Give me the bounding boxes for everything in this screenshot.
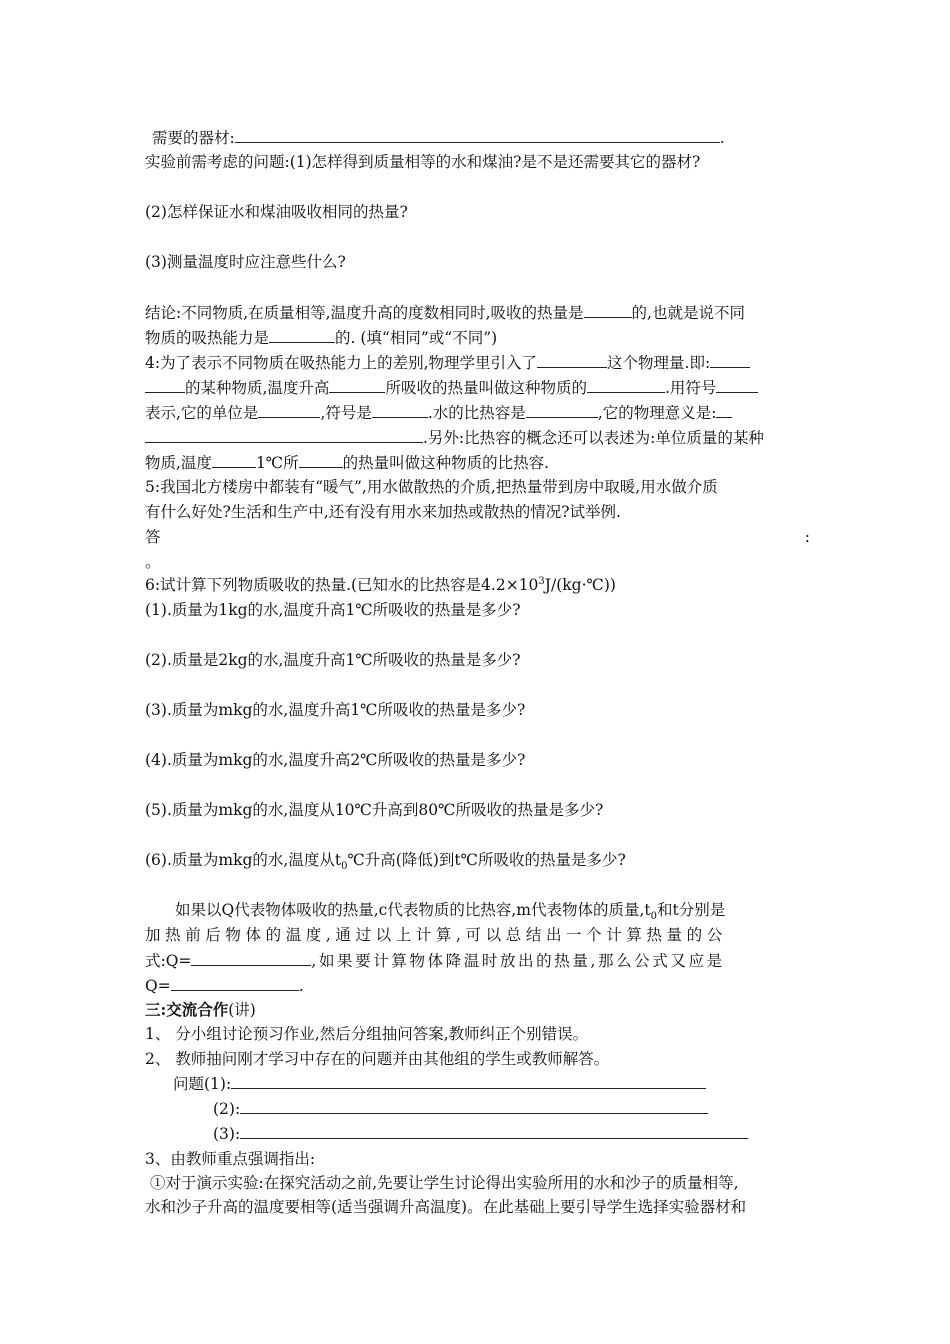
equipment-label: 需要的器材: — [152, 129, 235, 147]
q6-item-5: (5).质量为mkg的水,温度从10℃升高到80℃所吸收的热量是多少? — [145, 801, 604, 819]
q4-blank-meaning-1[interactable] — [716, 402, 732, 418]
q4-blank-temp[interactable] — [329, 377, 385, 393]
formula-text-1b: 和t分别是 — [656, 901, 726, 919]
formula-text-4a: Q= — [145, 977, 171, 995]
problem-2-label: (2): — [213, 1100, 241, 1118]
q4-text-g: ,符号是 — [320, 404, 372, 422]
q5-line-2: 有什么好处?生活和生产中,还有没有用水来加热或散热的情况?试举例. — [145, 503, 621, 521]
q4-text-f: 表示,它的单位是 — [145, 404, 259, 422]
q4-blank-absorb[interactable] — [299, 452, 343, 468]
q5-answer-end: 。 — [145, 553, 161, 571]
equipment-blank[interactable] — [235, 127, 720, 143]
section3-item-3: 3、由教师重点强调指出: — [145, 1150, 316, 1168]
q4-line-3 — [145, 402, 810, 423]
q4-blank-name[interactable] — [587, 377, 665, 393]
conclusion-line-1 — [145, 302, 810, 323]
q4-text-d: 所吸收的热量叫做这种物质的 — [385, 379, 587, 397]
problem-1-line — [173, 1074, 838, 1094]
q6-title-b: J/(kg·℃)) — [544, 576, 616, 594]
problem-1-blank[interactable] — [231, 1074, 706, 1089]
section3-heading — [145, 1000, 810, 1020]
q4-text-k: 物质,温度 — [145, 454, 212, 472]
q6-item-3: (3).质量为mkg的水,温度升高1℃所吸收的热量是多少? — [145, 701, 526, 719]
section3-text-2: 水和沙子升高的温度要相等(适当强调升高温度)。在此基础上要引导学生选择实验器材和 — [145, 1198, 747, 1216]
conclusion-text-d: 的. (填“相同”或“不同”) — [335, 329, 498, 347]
q4-line-5 — [145, 452, 810, 473]
q6-title — [145, 575, 810, 595]
q4-text-c: 的某种物质,温度升高 — [185, 379, 330, 397]
q6-item-4: (4).质量为mkg的水,温度升高2℃所吸收的热量是多少? — [145, 751, 526, 769]
formula-line-2: 加热前后物体的温度,通过以上计算,可以总结出一个计算热量的公 — [145, 926, 727, 944]
q4-line-2 — [145, 377, 810, 398]
formula-sub: 0 — [650, 911, 657, 920]
q6-item-6-sub: 0 — [341, 861, 348, 870]
conclusion-line-2 — [145, 327, 810, 348]
section3-heading-text: 三:交流合作 — [145, 1000, 229, 1019]
q4-blank-mass-1[interactable] — [710, 352, 750, 368]
q4-text-a: 4:为了表示不同物质在吸热能力上的差别,物理学里引入了 — [145, 354, 538, 372]
section3-item-2: 2、 教师抽问刚才学习中存在的问题并由其他组的学生或教师解答。 — [145, 1050, 610, 1068]
q4-text-m: 的热量叫做这种物质的比热容. — [342, 454, 550, 472]
formula-text-1a: 如果以Q代表物体吸收的热量,c代表物质的比热容,m代表物体的质量,t — [175, 901, 651, 919]
problem-3-blank[interactable] — [240, 1124, 748, 1139]
q4-text-h: .水的比热容是 — [427, 404, 526, 422]
equipment-line — [152, 127, 817, 148]
q5-answer-line — [145, 527, 810, 547]
q4-text-b: 这个物理量.即: — [607, 354, 711, 372]
problem-1-label: 问题(1): — [173, 1075, 232, 1093]
q4-blank-unit-symbol[interactable] — [372, 402, 428, 418]
prep-question-2: (2)怎样保证水和煤油吸收相同的热量? — [145, 203, 408, 221]
formula-blank-release[interactable] — [171, 975, 299, 991]
q4-line-1 — [145, 352, 810, 373]
q4-text-j: .另外:比热容的概念还可以表述为:单位质量的某种 — [423, 429, 764, 447]
conclusion-text-c: 物质的吸热能力是 — [145, 329, 270, 347]
formula-text-3b: ,如果要计算物体降温时放出的热量,那么公式又应是 — [311, 952, 725, 970]
q4-blank-water-c[interactable] — [526, 402, 598, 418]
formula-line-4 — [145, 975, 810, 996]
formula-line-1 — [175, 900, 810, 920]
problem-3-label: (3): — [213, 1125, 241, 1143]
q4-text-l: 1℃所 — [255, 454, 299, 472]
section3-heading-note: (讲) — [228, 1001, 256, 1019]
q4-blank-change[interactable] — [212, 452, 256, 468]
q4-blank-meaning-2[interactable] — [145, 427, 423, 443]
formula-line-3 — [145, 950, 810, 971]
q5-answer-label: 答 — [145, 528, 161, 546]
q4-blank-mass-2[interactable] — [145, 377, 185, 393]
q4-text-e: .用符号 — [664, 379, 717, 397]
q6-title-a: 6:试计算下列物质吸收的热量.(已知水的比热容是4.2×10 — [145, 576, 539, 594]
equipment-end: . — [719, 129, 725, 147]
q6-item-6-b: ℃升高(降低)到t℃所吸收的热量是多少? — [347, 851, 626, 869]
q5-answer-colon: : — [804, 528, 810, 546]
section3-item-1: 1、 分小组讨论预习作业,然后分组抽问答案,教师纠正个别错误。 — [145, 1025, 589, 1043]
q6-item-1: (1).质量为1kg的水,温度升高1℃所吸收的热量是多少? — [145, 601, 521, 619]
q5-line-1: 5:我国北方楼房中都装有“暖气”,用水做散热的介质,把热量带到房中取暖,用水做介质 — [145, 478, 718, 496]
q6-item-2: (2).质量是2kg的水,温度升高1℃所吸收的热量是多少? — [145, 651, 521, 669]
q4-blank-unit[interactable] — [258, 402, 320, 418]
conclusion-text-b: 的,也就是说不同 — [631, 304, 745, 322]
q6-item-6-a: (6).质量为mkg的水,温度从t — [145, 851, 342, 869]
problem-3-line — [213, 1124, 878, 1144]
q4-line-4 — [145, 427, 810, 448]
prep-question-1: 实验前需考虑的问题:(1)怎样得到质量相等的水和煤油?是不是还需要其它的器材? — [145, 153, 701, 171]
q4-blank-symbol[interactable] — [716, 377, 758, 393]
section3-text-1: ①对于演示实验:在探究活动之前,先要让学生讨论得出实验所用的水和沙子的质量相等, — [150, 1174, 739, 1192]
formula-text-4b: . — [298, 977, 304, 995]
q4-blank-quantity[interactable] — [537, 352, 607, 368]
problem-2-line — [213, 1099, 878, 1119]
prep-question-3: (3)测量温度时应注意些什么? — [145, 253, 346, 271]
formula-blank-absorb[interactable] — [191, 950, 311, 966]
conclusion-blank-1[interactable] — [584, 302, 632, 318]
conclusion-text-a: 结论:不同物质,在质量相等,温度升高的度数相同时,吸收的热量是 — [145, 304, 584, 322]
conclusion-blank-2[interactable] — [269, 327, 335, 343]
q6-item-6 — [145, 850, 810, 870]
q4-text-i: ,它的物理意义是: — [597, 404, 717, 422]
q6-title-sup: 3 — [538, 575, 545, 587]
formula-text-3a: 式:Q= — [145, 952, 192, 970]
problem-2-blank[interactable] — [240, 1099, 708, 1114]
